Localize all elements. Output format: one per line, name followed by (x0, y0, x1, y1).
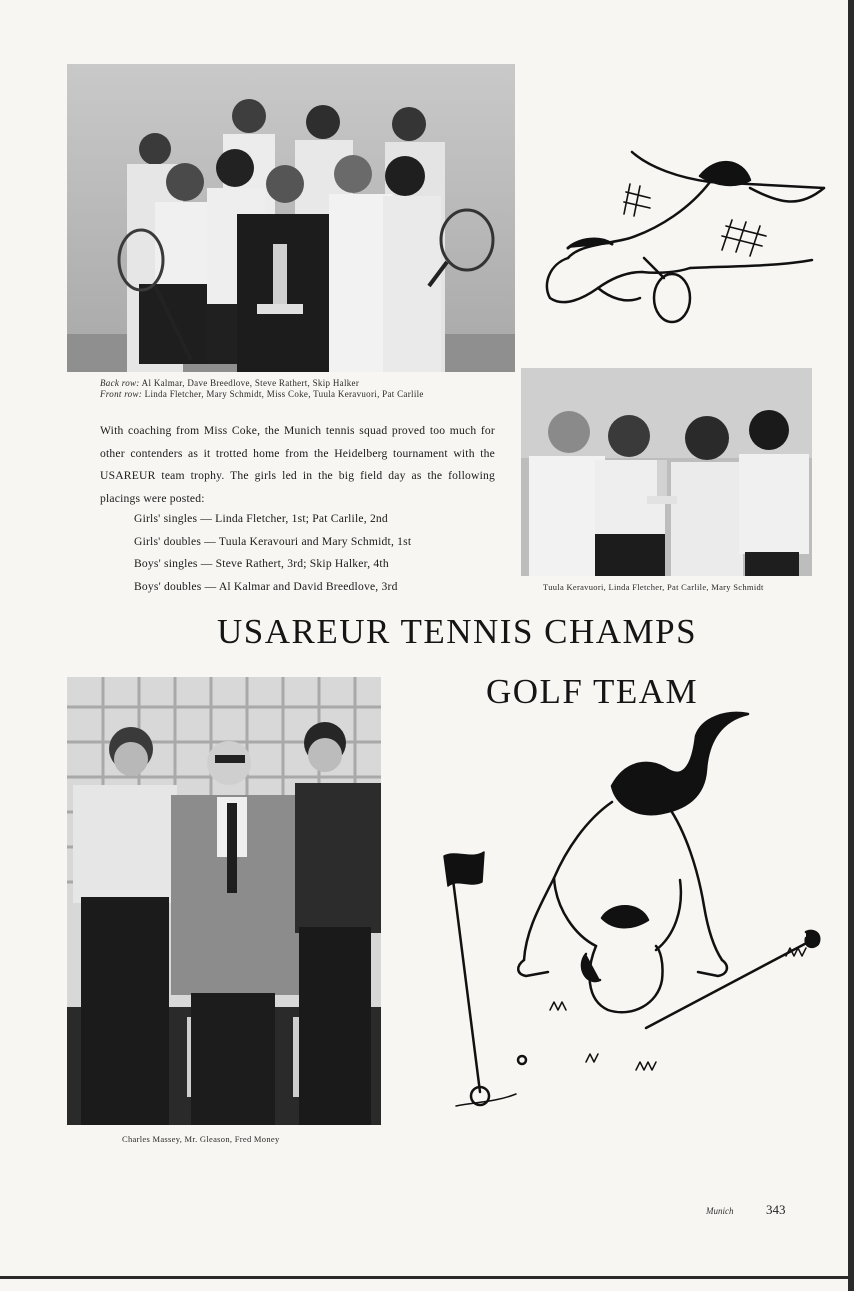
golf-headline: GOLF TEAM (486, 672, 699, 711)
list-item: Boys' doubles — Al Kalmar and David Breedlove, 3rd (134, 579, 398, 593)
placings-list (134, 508, 474, 598)
caption-back-row-lead: Back row: (100, 378, 140, 388)
tennis-team-photo (67, 64, 515, 372)
golf-horse-cartoon (436, 710, 836, 1126)
page-number: 343 (766, 1202, 786, 1217)
caption-front-row (100, 389, 424, 400)
tennis-team-caption (100, 378, 424, 400)
girls-tennis-photo (521, 368, 812, 576)
page-edge (848, 0, 854, 1291)
tennis-headline: USAREUR TENNIS CHAMPS (217, 612, 698, 651)
golf-team-photo (67, 677, 381, 1125)
caption-back-row-names: Al Kalmar, Dave Breedlove, Steve Rathert, Skip Halker (141, 378, 360, 388)
girls-tennis-caption: Tuula Keravuori, Linda Fletcher, Pat Carlile, Mary Schmidt (543, 582, 764, 592)
caption-front-row-lead: Front row: (100, 389, 143, 399)
caption-back-row (100, 378, 424, 389)
list-item: Girls' singles — Linda Fletcher, 1st; Pat Carlile, 2nd (134, 512, 388, 525)
caption-front-row-names: Linda Fletcher, Mary Schmidt, Miss Coke, Tuula Keravuori, Pat Carlile (144, 389, 424, 399)
tennis-story: With coaching from Miss Coke, the Munich tennis squad proved too much for other contenders as it trotted home from the Heidelberg tournament with the USAREUR team trophy. The girls led in the big field day as the following placings were posted: (100, 424, 495, 505)
school-name: Munich (706, 1206, 734, 1216)
tennis-horse-cartoon (540, 148, 828, 330)
page-edge (0, 1276, 854, 1279)
list-item: Boys' singles — Steve Rathert, 3rd; Skip Halker, 4th (134, 557, 389, 570)
list-item: Girls' doubles — Tuula Keravouri and Mary Schmidt, 1st (134, 534, 412, 548)
golf-team-caption: Charles Massey, Mr. Gleason, Fred Money (122, 1134, 280, 1144)
